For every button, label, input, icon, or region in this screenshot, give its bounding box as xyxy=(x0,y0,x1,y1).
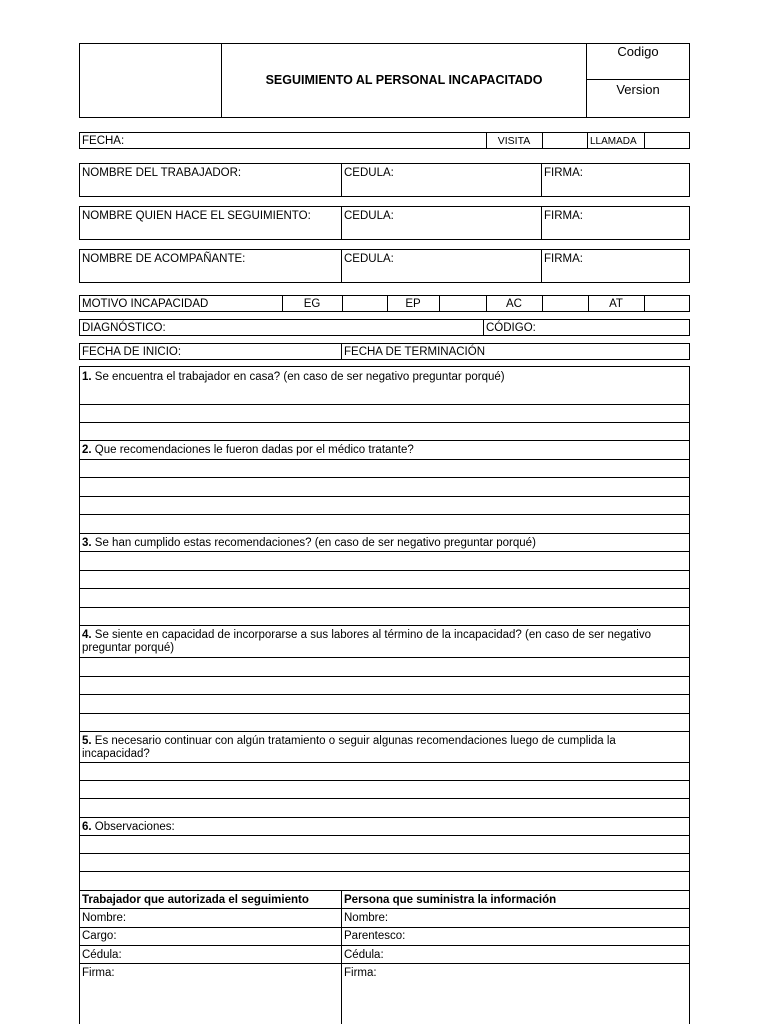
question-text: Se encuentra el trabajador en casa? (en caso de ser negativo preguntar porqué) xyxy=(91,371,505,383)
trabajador-nombre-field[interactable]: Nombre: xyxy=(82,912,127,924)
fecha-row xyxy=(79,132,690,149)
question-text: Que recomendaciones le fueron dadas por el médico tratante? xyxy=(91,444,414,456)
question-3 xyxy=(80,535,689,550)
persona-firma-field[interactable]: Firma: xyxy=(344,967,377,979)
person-row-trabajador xyxy=(79,163,690,197)
question-5-answer[interactable] xyxy=(80,763,689,817)
form-title: SEGUIMIENTO AL PERSONAL INCAPACITADO xyxy=(265,73,543,87)
motivo-ac-checkbox[interactable] xyxy=(543,296,588,311)
trabajador-firma-field[interactable]: FIRMA: xyxy=(544,167,583,179)
llamada-label: LLAMADA xyxy=(590,136,637,147)
acompanante-firma-field[interactable]: FIRMA: xyxy=(544,253,583,265)
persona-nombre-field[interactable]: Nombre: xyxy=(344,912,389,924)
question-number: 3. xyxy=(82,537,92,549)
motivo-at-checkbox[interactable] xyxy=(645,296,689,311)
trabajador-name-field[interactable]: NOMBRE DEL TRABAJADOR: xyxy=(82,167,242,179)
motivo-row xyxy=(79,295,690,312)
version-label: Version xyxy=(616,82,660,97)
acompanante-cedula-field[interactable]: CEDULA: xyxy=(344,253,394,265)
seguimiento-firma-field[interactable]: FIRMA: xyxy=(544,210,583,222)
header-box xyxy=(79,43,690,118)
seguimiento-name-field[interactable]: NOMBRE QUIEN HACE EL SEGUIMIENTO: xyxy=(82,210,311,222)
acompanante-name-field[interactable]: NOMBRE DE ACOMPAÑANTE: xyxy=(82,253,246,265)
fechas-row xyxy=(79,343,690,360)
question-2-answer[interactable] xyxy=(80,460,689,533)
signatures-table xyxy=(79,890,690,1024)
persona-suministra-title: Persona que suministra la información xyxy=(344,894,557,906)
motivo-ac-label: AC xyxy=(506,298,522,310)
fecha-terminacion-field[interactable]: FECHA DE TERMINACIÓN xyxy=(344,346,485,358)
question-6 xyxy=(80,819,689,834)
question-text: Se han cumplido estas recomendaciones? (en caso de ser negativo preguntar porqué) xyxy=(91,537,536,549)
fecha-label: FECHA: xyxy=(82,135,125,147)
question-5 xyxy=(80,733,689,761)
motivo-ep-label: EP xyxy=(405,298,421,310)
question-text: Es necesario continuar con algún tratamiento o seguir algunas recomendaciones luego de cumplida la incapacidad? xyxy=(82,735,616,760)
questions-block xyxy=(79,366,690,891)
llamada-checkbox[interactable] xyxy=(645,133,689,148)
motivo-eg-label: EG xyxy=(303,298,321,310)
person-row-seguimiento xyxy=(79,206,690,240)
question-number: 1. xyxy=(82,371,92,383)
diagnostico-field[interactable]: DIAGNÓSTICO: xyxy=(82,322,166,334)
trabajador-autoriza-title: Trabajador que autorizada el seguimiento xyxy=(82,894,309,906)
trabajador-cedula-field[interactable]: Cédula: xyxy=(82,949,122,961)
codigo-field[interactable]: CÓDIGO: xyxy=(486,322,536,334)
trabajador-cedula-field[interactable]: CEDULA: xyxy=(344,167,394,179)
question-2 xyxy=(80,442,689,457)
question-4 xyxy=(80,627,689,655)
question-number: 2. xyxy=(82,444,92,456)
question-number: 6. xyxy=(82,821,92,833)
visita-label: VISITA xyxy=(497,135,531,147)
persona-cedula-field[interactable]: Cédula: xyxy=(344,949,384,961)
question-6-answer[interactable] xyxy=(80,836,689,890)
trabajador-cargo-field[interactable]: Cargo: xyxy=(82,930,117,942)
codigo-label: Codigo xyxy=(617,44,659,59)
person-row-acompanante xyxy=(79,249,690,283)
persona-parentesco-field[interactable]: Parentesco: xyxy=(344,930,406,942)
question-text: Observaciones: xyxy=(91,821,175,833)
question-number: 4. xyxy=(82,629,92,641)
question-1 xyxy=(80,369,689,384)
motivo-eg-checkbox[interactable] xyxy=(343,296,387,311)
question-text: Se siente en capacidad de incorporarse a sus labores al término de la incapacidad? (en caso de ser negativo preguntar porqué) xyxy=(82,629,651,654)
question-3-answer[interactable] xyxy=(80,552,689,625)
motivo-at-label: AT xyxy=(609,298,623,310)
logo-area xyxy=(80,44,221,117)
motivo-ep-checkbox[interactable] xyxy=(440,296,486,311)
question-4-answer[interactable] xyxy=(80,658,689,731)
question-number: 5. xyxy=(82,735,92,747)
trabajador-firma-field[interactable]: Firma: xyxy=(82,967,115,979)
motivo-label: MOTIVO INCAPACIDAD xyxy=(82,298,209,310)
visita-checkbox[interactable] xyxy=(543,133,587,148)
fecha-inicio-field[interactable]: FECHA DE INICIO: xyxy=(82,346,182,358)
diagnostico-row xyxy=(79,319,690,336)
seguimiento-cedula-field[interactable]: CEDULA: xyxy=(344,210,394,222)
